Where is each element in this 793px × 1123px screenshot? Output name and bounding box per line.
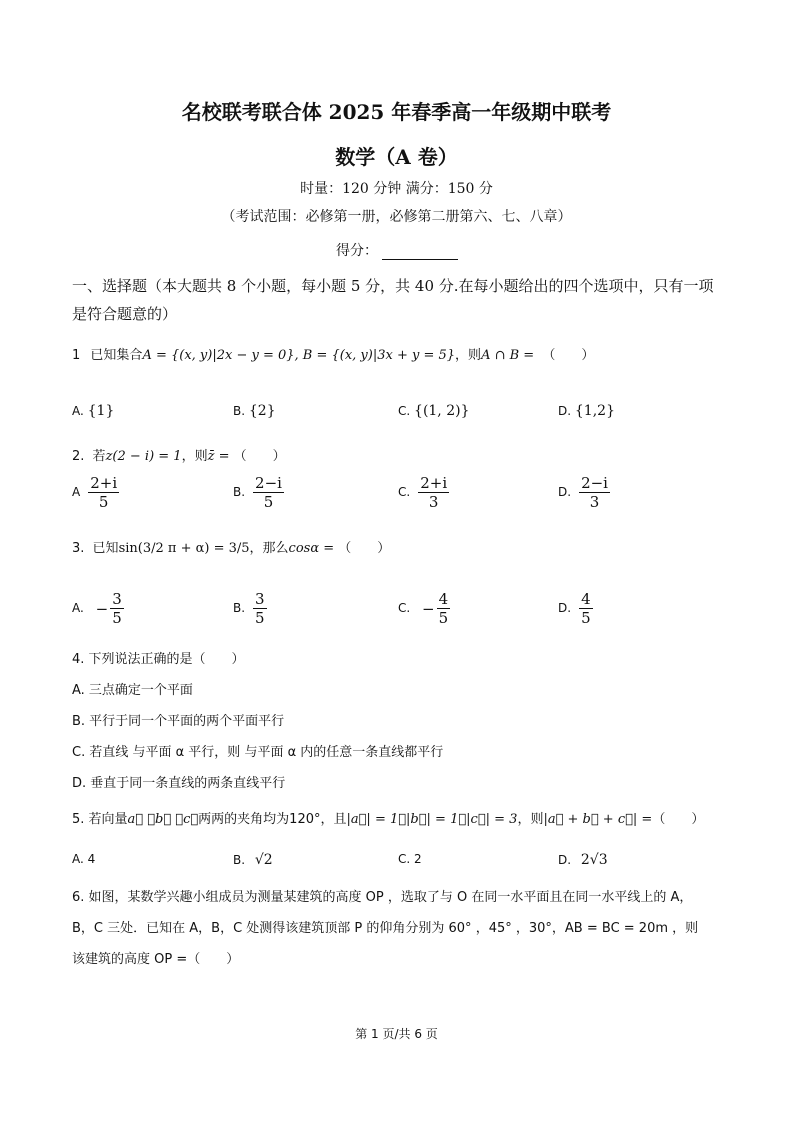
stem-math: |a⃗| = 1，|b⃗| = 1，|c⃗| = 3 — [346, 812, 518, 827]
stem-text: ，则 — [181, 449, 208, 464]
exam-title: 名校联考联合体 2025 年春季高一年级期中联考 — [181, 100, 612, 124]
score-blank-line — [382, 245, 458, 260]
question-3-stem — [72, 537, 390, 556]
option-c: C. $\frac{2+i}{3}$ — [398, 474, 448, 511]
score-label: 得分： — [336, 243, 378, 259]
option-a: A. {1} — [72, 403, 115, 419]
stem-math: A ∩ B = — [481, 348, 535, 363]
stem-text: ，则 — [455, 348, 482, 363]
stem-math: z(2 − i) = 1 — [105, 449, 182, 464]
option-a: A. 三点确定一个平面 — [72, 683, 193, 698]
stem-line: B，C 三处．已知在 A，B，C 处测得该建筑顶部 P 的仰角分别为 60° ，45° ，30°，AB = BC = 20m ，则 — [72, 921, 699, 936]
stem-math: cosα = — [288, 541, 335, 556]
exam-info: 时量：120 分钟 满分：150 分 — [300, 181, 493, 197]
question-2-stem — [72, 445, 286, 464]
score-field — [336, 240, 458, 260]
question-number: 2. — [72, 449, 85, 464]
stem-text: ，那么 — [249, 541, 289, 556]
question-number: 3. — [72, 541, 85, 556]
option-d: D. {1,2} — [558, 403, 615, 419]
option-b: B. {2} — [233, 403, 276, 419]
stem-line: 该建筑的高度 OP =（ ） — [72, 952, 240, 967]
stem-math: A = {(x, y)|2x − y = 0}, B = {(x, y)|3x + y = 5} — [142, 348, 456, 363]
stem-math: sin(3/2 π + α) = 3/5 — [118, 541, 250, 556]
question-4-stem: 4. 下列说法正确的是（ ） — [72, 652, 245, 667]
option-b: B. $\frac{2-i}{5}$ — [233, 474, 282, 511]
option-d: D. $\frac{2-i}{3}$ — [558, 474, 608, 511]
option-c: C. {(1, 2)} — [398, 403, 470, 419]
stem-text: ，则 — [517, 812, 544, 827]
stem-text: 5. 若向量 — [72, 812, 128, 827]
option-b: B. √2 — [233, 852, 273, 868]
option-c: C. 2 — [398, 852, 422, 866]
section-heading: 一、选择题（本大题共 8 个小题，每小题 5 分，共 40 分.在每小题给出的四个选项中，只有一项是符合题意的） — [72, 277, 714, 323]
option-d: D. $\frac{4}{5}$ — [558, 590, 591, 627]
answer-blank: （ ） — [542, 348, 595, 363]
option-b: B. 平行于同一个平面的两个平面平行 — [72, 714, 285, 729]
option-c: C. − $\frac{4}{5}$ — [398, 590, 449, 627]
stem-math: a⃗ ，b⃗ ，c⃗ — [127, 812, 199, 827]
answer-blank: （ ） — [338, 541, 391, 556]
option-a: A $\frac{2+i}{5}$ — [72, 474, 118, 511]
option-c: C. 若直线 与平面 α 平行，则 与平面 α 内的任意一条直线都平行 — [72, 745, 444, 760]
option-d: D. 2√3 — [558, 852, 608, 868]
stem-text: 两两的夹角均为120°，且 — [198, 812, 347, 827]
stem-text: 已知集合 — [90, 348, 143, 363]
option-a: A. − $\frac{3}{5}$ — [72, 590, 122, 627]
stem-text: 已知 — [92, 541, 119, 556]
answer-blank: （ ） — [233, 449, 286, 464]
page-number: 第 1 页/共 6 页 — [355, 1027, 438, 1041]
exam-subtitle: 数学（A 卷） — [335, 145, 458, 169]
stem-line: 6. 如图，某数学兴趣小组成员为测量某建筑的高度 OP ，选取了与 O 在同一水平面且在同一水平线上的 A， — [72, 890, 693, 905]
question-1-stem — [72, 344, 594, 363]
question-6-stem — [72, 882, 722, 975]
option-a: A. 4 — [72, 852, 96, 866]
question-number: 1 — [72, 348, 81, 363]
option-d: D. 垂直于同一条直线的两条直线平行 — [72, 776, 286, 791]
exam-scope: （考试范围：必修第一册，必修第二册第六、七、八章） — [221, 209, 572, 225]
question-5-stem — [72, 808, 704, 827]
answer-blank: （ ） — [652, 812, 705, 827]
option-b: B. $\frac{3}{5}$ — [233, 590, 265, 627]
stem-math: z̄ = — [207, 449, 230, 464]
stem-math: |a⃗ + b⃗ + c⃗| = — [543, 812, 653, 827]
stem-text: 若 — [92, 449, 106, 464]
